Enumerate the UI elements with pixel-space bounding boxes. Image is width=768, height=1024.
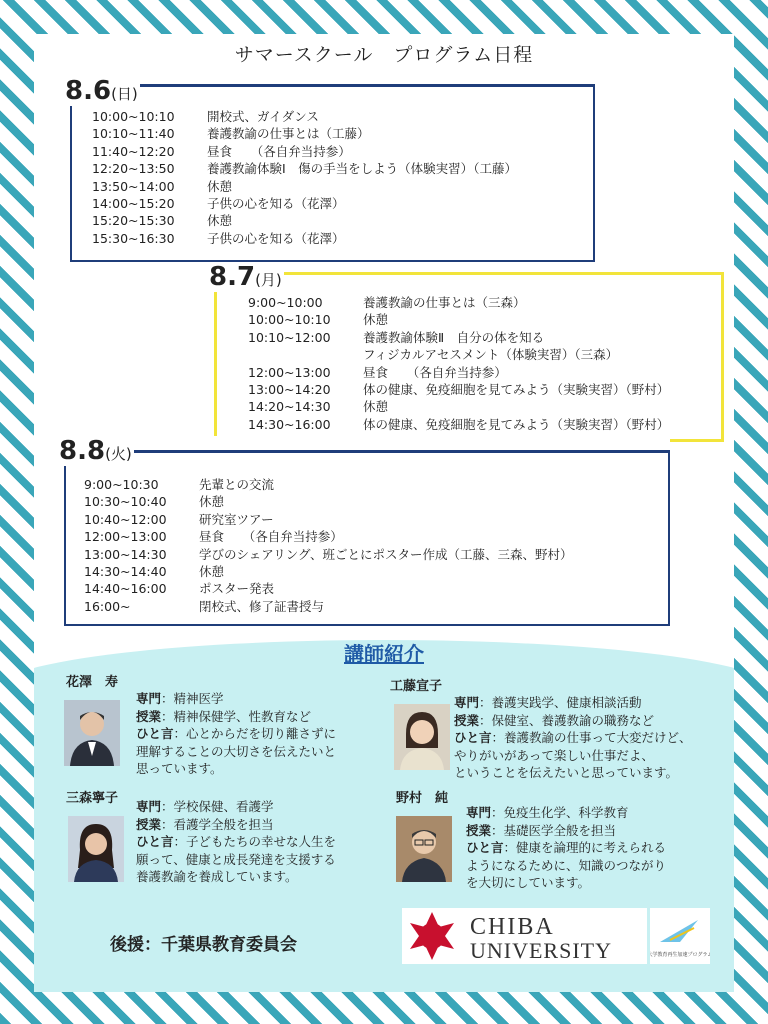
schedule-row: 14:20~14:30 休憩 (248, 399, 389, 415)
schedule-row: 13:50~14:00 休憩 (92, 178, 233, 194)
schedule-row: 12:00~13:00 昼食 （各自弁当持参） (248, 364, 507, 380)
lecturer-info: 専門：養護実践学、健康相談活動 授業：保健室、養護教諭の職務など ひと言：養護教諭の仕事って大変だけど、 やりがいがあって楽しい仕事だよ、 ということを伝えたいと思っています。 (454, 695, 692, 780)
schedule-row: 15:20~15:30 休憩 (92, 213, 233, 229)
lecturer-photo (64, 700, 120, 766)
day-block-0807 (209, 262, 724, 442)
lecturer-photo (394, 704, 450, 770)
schedule-row: フィジカルアセスメント（体験実習）（三森） (363, 347, 619, 363)
schedule-row: 16:00~ 閉校式、修了証書授与 (84, 598, 325, 614)
lecturer-name: 三森寧子 (66, 791, 119, 806)
lecturer-name: 工藤宣子 (390, 679, 443, 694)
logo-line1: CHIBA (470, 914, 555, 940)
lecturer-info: 専門：学校保健、看護学 授業：看護学全般を担当 ひと言：子どもたちの幸せな人生を 願って、健康と成長発達を支援する 養護教諭を養成しています。 (136, 799, 337, 884)
schedule-row: 12:00~13:00 昼食 （各自弁当持参） (84, 529, 343, 545)
lecturer-name: 野村 純 (396, 791, 449, 806)
schedule-row: 9:00~10:30 先輩との交流 (84, 477, 275, 492)
schedule-row: 10:10~12:00 養護教諭体験Ⅱ 自分の体を知る (248, 329, 545, 345)
schedule-row: 12:20~13:50 養護教諭体験Ⅰ 傷の手当をしよう（体験実習）（工藤） (92, 161, 517, 177)
day-date: 8.8(火) (59, 436, 132, 466)
lecturer-photo (68, 816, 124, 882)
schedule-row: 14:40~16:00 ポスター発表 (84, 581, 275, 597)
lecturer-name: 花澤 寿 (66, 675, 119, 690)
schedule-row: 9:00~10:00 養護教諭の仕事とは（三森） (248, 295, 526, 310)
support-text: 後援：千葉県教育委員会 (110, 935, 297, 955)
logo-line2: UNIVERSITY (470, 938, 612, 963)
schedule-row: 14:00~15:20 子供の心を知る（花澤） (92, 196, 345, 212)
schedule-list (248, 294, 718, 433)
lecturer-card-mimori (62, 788, 382, 898)
day-block-0806 (65, 76, 595, 262)
lecturer-card-hanazawa (60, 670, 380, 780)
acceleration-program-logo (650, 908, 710, 964)
lecturers-heading: 講師紹介 (344, 642, 424, 666)
schedule-row: 10:30~10:40 休憩 (84, 494, 225, 510)
day-date: 8.6(日) (65, 76, 138, 106)
chiba-university-logo (402, 908, 647, 964)
schedule-row: 10:10~11:40 養護教諭の仕事とは（工藤） (92, 126, 370, 142)
day-block-0808 (59, 436, 670, 626)
schedule-row: 15:30~16:30 子供の心を知る（花澤） (92, 230, 345, 246)
lecturer-card-nomura (392, 786, 722, 896)
schedule-row: 14:30~16:00 体の健康、免疫細胞を見てみよう（実験実習）（野村） (248, 416, 670, 432)
schedule-row: 13:00~14:20 体の健康、免疫細胞を見てみよう（実験実習）（野村） (248, 382, 670, 398)
schedule-row: 13:00~14:30 学びのシェアリング、班ごとにポスター作成（工藤、三森、野村） (84, 546, 573, 562)
flyer-panel (34, 34, 734, 992)
page-title: サマースクール プログラム日程 (234, 44, 534, 66)
schedule-list (84, 476, 664, 615)
day-date: 8.7(月) (209, 262, 282, 292)
small-logo-text: 大学教育再生加速プログラム (650, 952, 710, 958)
schedule-row: 10:00~10:10 休憩 (248, 312, 389, 328)
schedule-row: 14:30~14:40 休憩 (84, 564, 225, 580)
schedule-row: 10:00~10:10 開校式、ガイダンス (92, 109, 319, 124)
lecturer-info: 専門：免疫生化学、科学教育 授業：基礎医学全般を担当 ひと言：健康を論理的に考えられる ようになるために、知識のつながり を大切にしています。 (466, 805, 667, 890)
lecturer-info: 専門：精神医学 授業：精神保健学、性教育など ひと言：心とからだを切り離さずに 理解することの大切さを伝えたいと 思っています。 (136, 691, 337, 776)
schedule-row: 11:40~12:20 昼食 （各自弁当持参） (92, 143, 351, 159)
schedule-row: 10:40~12:00 研究室ツアー (84, 511, 274, 527)
schedule-list (92, 108, 587, 247)
lecturer-photo (396, 816, 452, 882)
lecturer-card-kudo (388, 674, 728, 794)
